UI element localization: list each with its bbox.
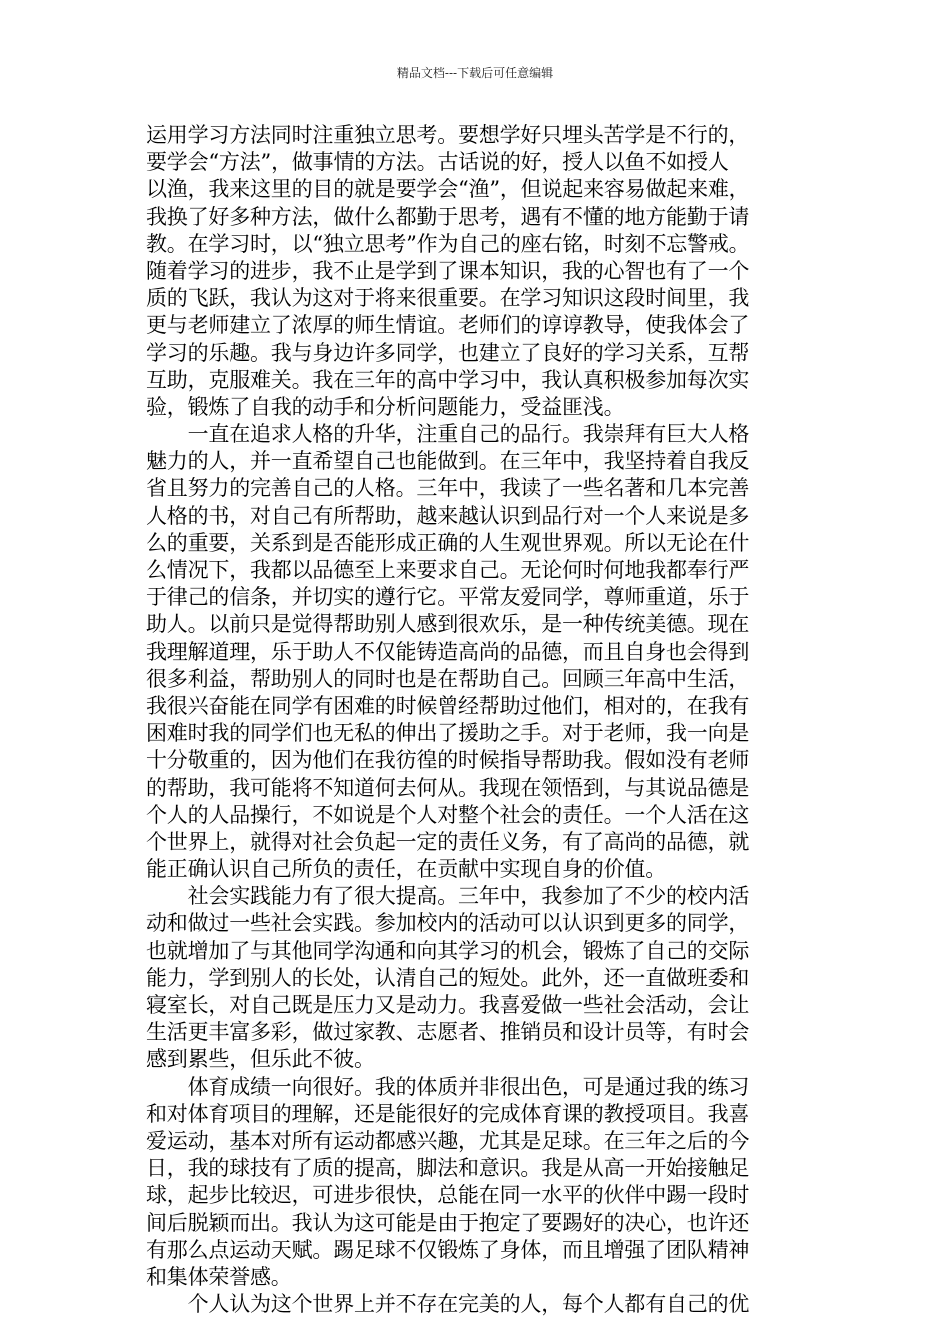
text-line: 困难时我的同学们也无私的伸出了援助之手。对于老师，我一向是: [146, 721, 750, 746]
text-line: 随着学习的进步，我不止是学到了课本知识，我的心智也有了一个: [146, 258, 750, 283]
text-line: 感到累些，但乐此不彼。: [146, 1047, 375, 1072]
text-line: 以渔，我来这里的目的就是要学会“渔”，但说起来容易做起来难，: [146, 177, 750, 202]
text-line: 体育成绩一向很好。我的体质并非很出色，可是通过我的练习: [146, 1074, 750, 1099]
text-line: 球，起步比较迟，可进步很快，总能在同一水平的伙伴中踢一段时: [146, 1183, 750, 1208]
text-line: 能正确认识自己所负的责任，在贡献中实现自身的价值。: [146, 857, 666, 882]
text-line: 验，锻炼了自我的动手和分析问题能力，受益匪浅。: [146, 394, 625, 419]
text-line: 十分敬重的，因为他们在我彷徨的时候指导帮助我。假如没有老师: [146, 748, 750, 773]
text-line: 日，我的球技有了质的提高，脚法和意识。我是从高一开始接触足: [146, 1156, 750, 1181]
text-line: 个人认为这个世界上并不存在完美的人，每个人都有自己的优: [146, 1292, 750, 1317]
page-header: 精品文档---下载后可任意编辑: [396, 66, 554, 80]
text-line: 的帮助，我可能将不知道何去何从。我现在领悟到，与其说品德是: [146, 775, 750, 800]
text-line: 我理解道理，乐于助人不仅能铸造高尚的品德，而且自身也会得到: [146, 639, 750, 664]
text-line: 和集体荣誉感。: [146, 1264, 292, 1289]
text-line: 有那么点运动天赋。踢足球不仅锻炼了身体，而且增强了团队精神: [146, 1237, 750, 1262]
document-body: [146, 122, 806, 1318]
text-line: 个人的人品操行，不如说是个人对整个社会的责任。一个人活在这: [146, 802, 750, 827]
text-line: 爱运动，基本对所有运动都感兴趣，尤其是足球。在三年之后的今: [146, 1128, 750, 1153]
text-line: 社会实践能力有了很大提高。三年中，我参加了不少的校内活: [146, 884, 750, 909]
text-line: 省且努力的完善自己的人格。三年中，我读了一些名著和几本完善: [146, 476, 750, 501]
text-line: 要学会“方法”，做事情的方法。古话说的好，授人以鱼不如授人: [146, 150, 729, 175]
text-line: 间后脱颖而出。我认为这可能是由于抱定了要踢好的决心，也许还: [146, 1210, 750, 1235]
text-line: 更与老师建立了浓厚的师生情谊。老师们的谆谆教导，使我体会了: [146, 313, 750, 338]
text-line: 互助，克服难关。我在三年的高中学习中，我认真积极参加每次实: [146, 367, 750, 392]
text-line: 运用学习方法同时注重独立思考。要想学好只埋头苦学是不行的，: [146, 123, 750, 147]
text-line: 魅力的人，并一直希望自己也能做到。在三年中，我坚持着自我反: [146, 449, 750, 474]
text-line: 很多利益，帮助别人的同时也是在帮助自己。回顾三年高中生活，: [146, 666, 750, 691]
text-line: 么情况下，我都以品德至上来要求自己。无论何时何地我都奉行严: [146, 558, 750, 582]
text-line: 动和做过一些社会实践。参加校内的活动可以认识到更多的同学，: [146, 911, 750, 936]
text-line: 个世界上，就得对社会负起一定的责任义务，有了高尚的品德，就: [146, 829, 750, 854]
text-line: 于律己的信条，并切实的遵行它。平常友爱同学，尊师重道，乐于: [146, 585, 750, 610]
text-line: 么的重要，关系到是否能形成正确的人生观世界观。所以无论在什: [146, 530, 750, 555]
text-line: 人格的书，对自己有所帮助，越来越认识到品行对一个人来说是多: [146, 503, 750, 528]
text-line: 教。在学习时，以“独立思考”作为自己的座右铭，时刻不忘警戒。: [146, 231, 750, 256]
text-line: 能力，学到别人的长处，认清自己的短处。此外，还一直做班委和: [146, 965, 750, 990]
text-line: 也就增加了与其他同学沟通和向其学习的机会，锻炼了自己的交际: [146, 938, 750, 963]
text-line: 我换了好多种方法，做什么都勤于思考，遇有不懂的地方能勤于请: [146, 204, 750, 229]
text-line: 助人。以前只是觉得帮助别人感到很欢乐，是一种传统美德。现在: [146, 612, 750, 637]
text-line: 生活更丰富多彩，做过家教、志愿者、推销员和设计员等，有时会: [146, 1020, 750, 1045]
text-line: 我很兴奋能在同学有困难的时候曾经帮助过他们，相对的，在我有: [146, 693, 750, 718]
text-line: 寝室长，对自己既是压力又是动力。我喜爱做一些社会活动，会让: [146, 993, 750, 1017]
text-line: 和对体育项目的理解，还是能很好的完成体育课的教授项目。我喜: [146, 1101, 750, 1126]
text-line: 学习的乐趣。我与身边许多同学，也建立了良好的学习关系，互帮: [146, 340, 750, 365]
text-line: 质的飞跃，我认为这对于将来很重要。在学习知识这段时间里，我: [146, 286, 750, 311]
text-line: 一直在追求人格的升华，注重自己的品行。我崇拜有巨大人格: [146, 422, 750, 447]
